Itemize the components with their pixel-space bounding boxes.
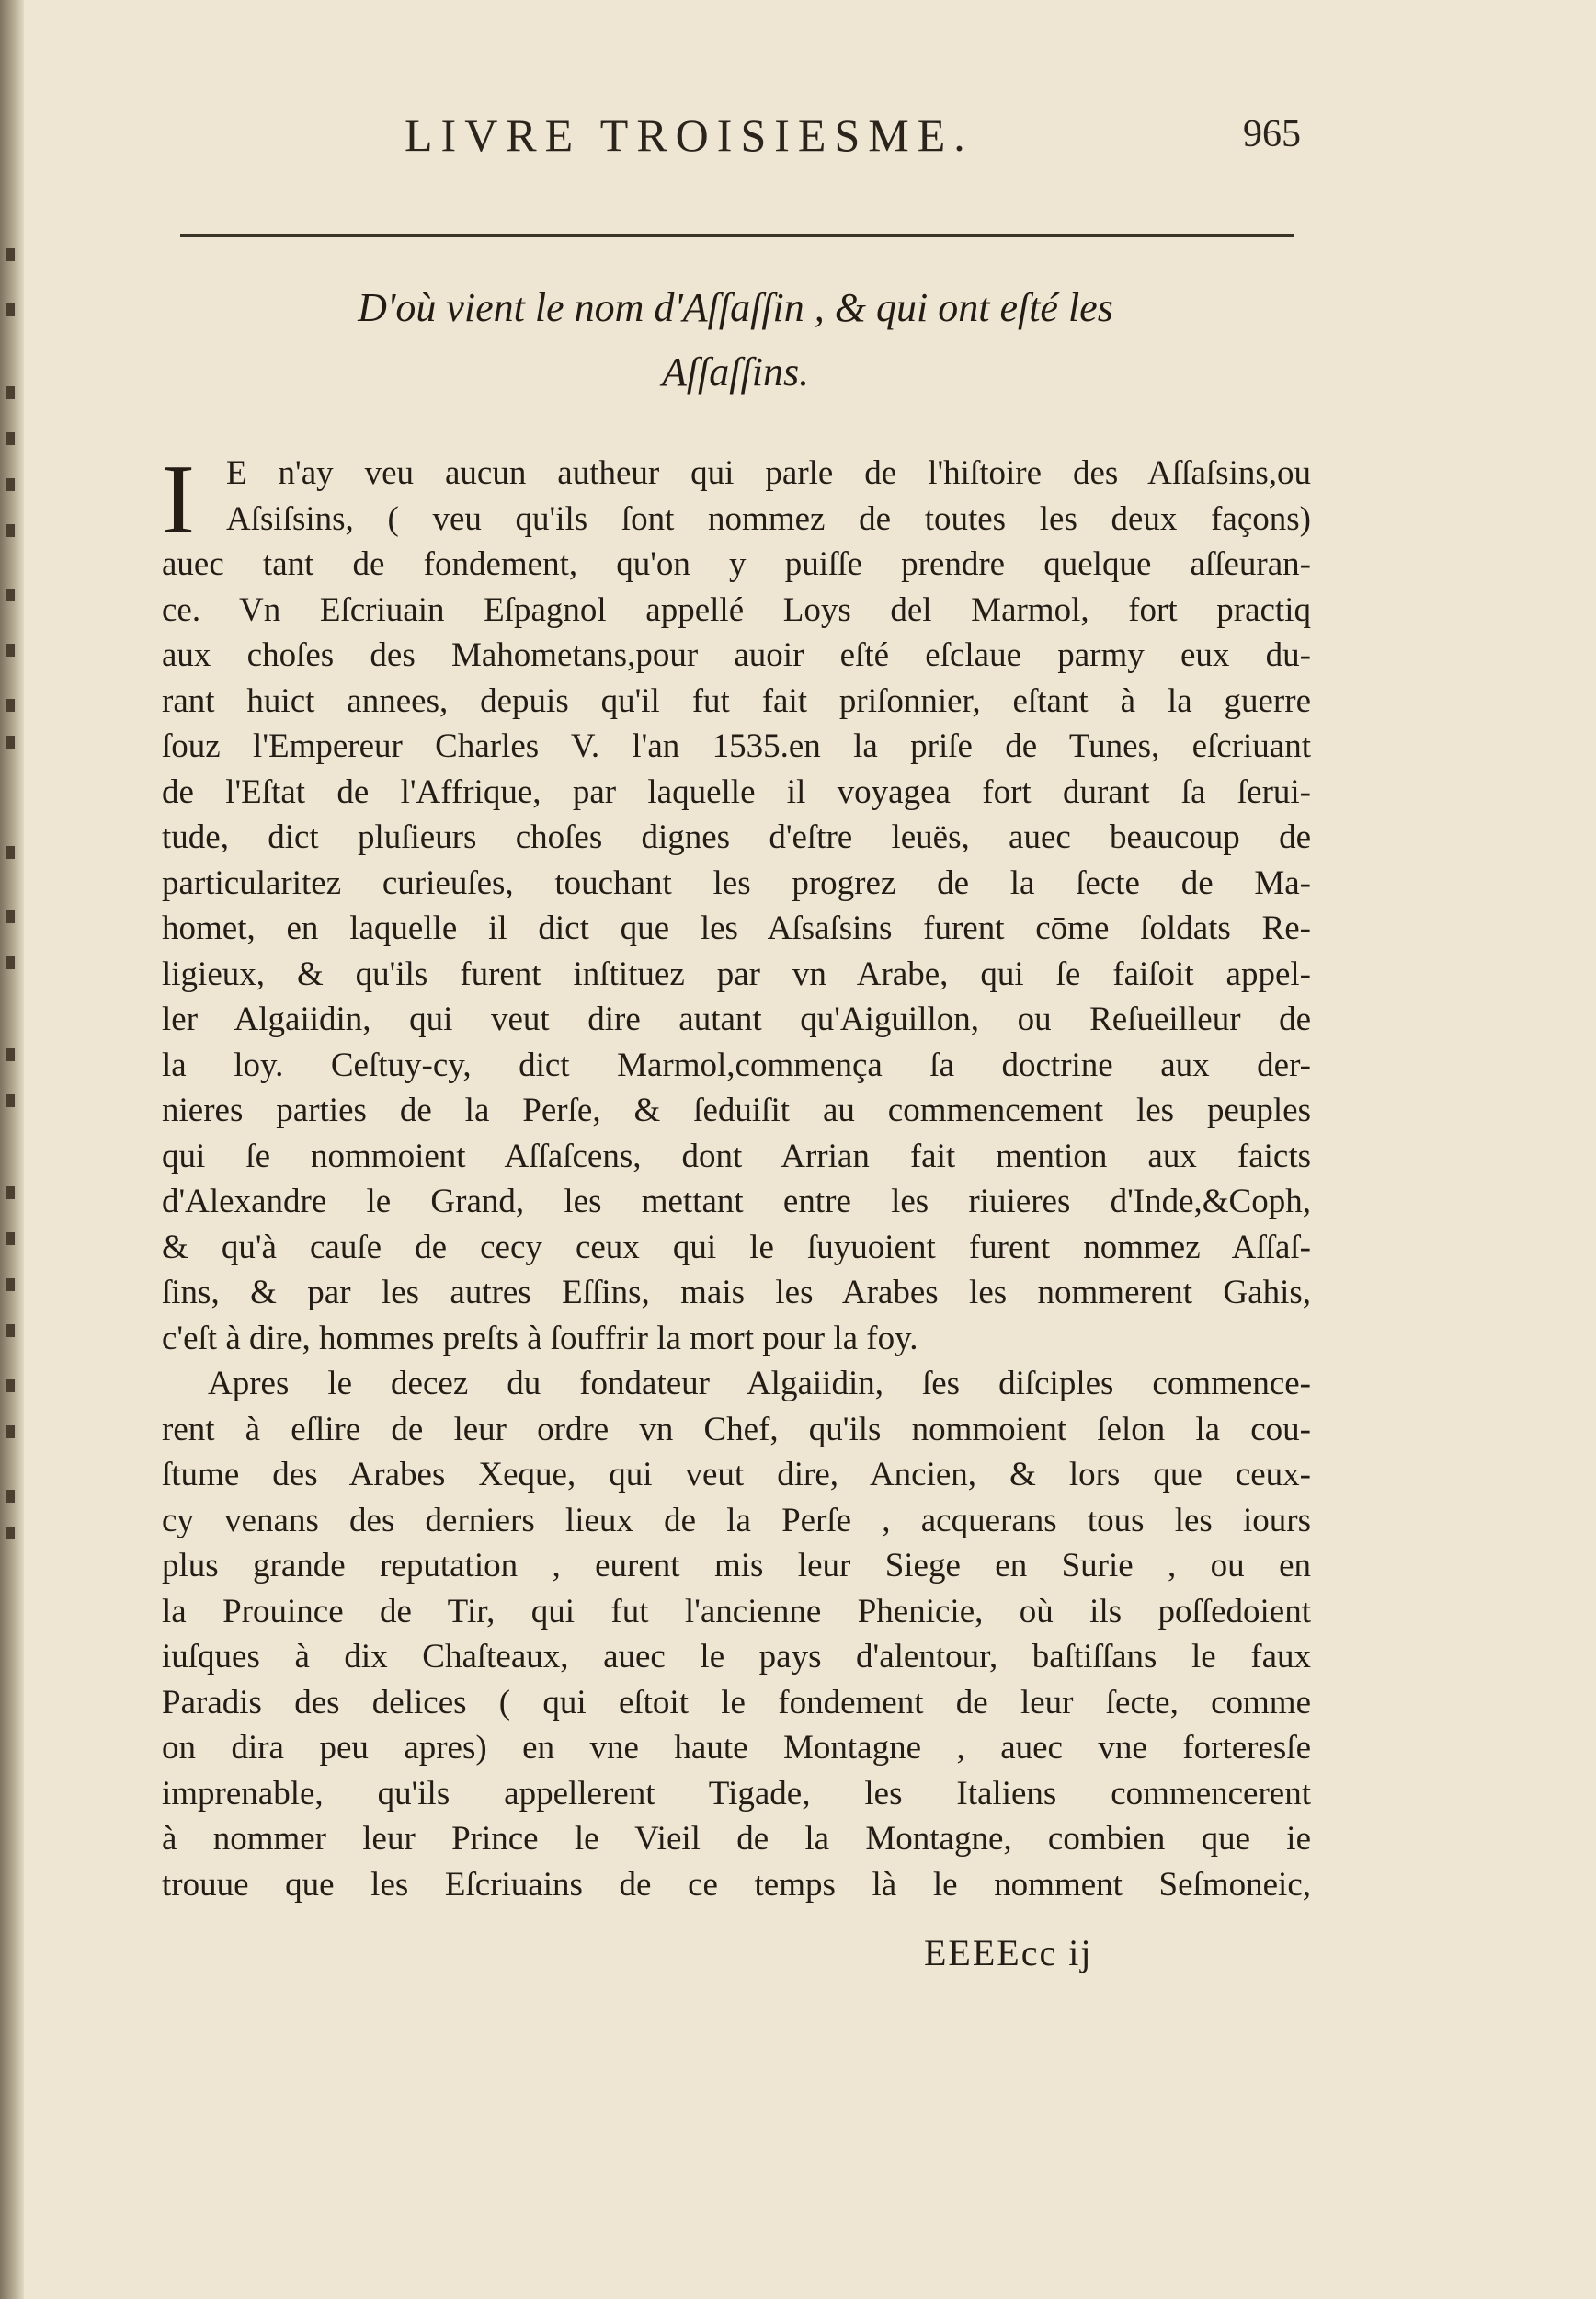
body-text [162,445,1311,1907]
text-line: Paradis des delices ( qui eſtoit le fondement de leur ſecte, comme [162,1683,1311,1721]
text-line: trouue que les Eſcriuains de ce temps là le nomment Seſmoneic, [162,1865,1311,1904]
text-line: ligieux, & qu'ils furent inſtituez par vn Arabe, qui ſe faiſoit appel- [162,955,1311,993]
text-line: cy venans des derniers lieux de la Perſe , acquerans tous les iours [162,1501,1311,1539]
text-line: ſtume des Arabes Xeque, qui veut dire, Ancien, & lors que ceux- [162,1456,1311,1493]
text-line: qui ſe nommoient Aſſaſcens, dont Arrian fait mention aux faicts [162,1137,1311,1175]
text-line: de l'Eſtat de l'Affrique, par laquelle il voyagea fort durant ſa ſerui- [162,772,1311,811]
text-line: la loy. Ceſtuy-cy, dict Marmol,commença ſa doctrine aux der- [162,1046,1311,1084]
signature-mark: EEEEcc ij [924,1932,1093,1973]
text-line: la Prouince de Tir, qui fut l'ancienne Phenicie, où ils poſſedoient [162,1592,1311,1630]
drop-cap: I [162,445,195,555]
text-line: rant huict annees, depuis qu'il fut fait priſonnier, eſtant à la guerre [162,681,1311,720]
text-line: aux choſes des Mahometans,pour auoir eſté eſclaue parmy eux du- [162,636,1311,674]
text-line: particularitez curieuſes, touchant les progrez de la ſecte de Ma- [162,864,1311,902]
text-line: ler Algaiidin, qui veut dire autant qu'Aiguillon, ou Reſueilleur de [162,1001,1311,1038]
text-line: iuſques à dix Chaſteaux, auec le pays d'alentour, baſtiſſans le faux [162,1638,1311,1676]
text-line: & qu'à cauſe de cecy ceux qui le ſuyuoient furent nommez Aſſaſ- [162,1228,1311,1266]
text-line: ſins, & par les autres Eſſins, mais les Arabes les nommerent Gahis, [162,1274,1311,1311]
chapter-title [184,276,1287,405]
text-line: ce. Vn Eſcriuain Eſpagnol appellé Loys del Marmol, fort practiq [162,590,1311,629]
text-line: on dira peu apres) en vne haute Montagne , auec vne forteresſe [162,1729,1311,1767]
running-head: LIVRE TROISIESME. [405,109,974,161]
margin-bleed-marks [6,0,33,2299]
page-number: 965 [1243,113,1301,155]
text-line: Aſsiſsins, ( veu qu'ils ſont nommez de toutes les deux façons) [226,499,1311,538]
header-rule [180,234,1294,237]
text-line: nieres parties de la Perſe, & ſeduiſit au commencement les peuples [162,1092,1311,1129]
chapter-title-line-1: D'où vient le nom d'Aſſaſſin , & qui ont eſté les [358,285,1113,330]
text-line: rent à eſlire de leur ordre vn Chef, qu'ils nommoient ſelon la cou- [162,1410,1311,1448]
text-line: homet, en laquelle il dict que les Aſsaſsins furent cōme ſoldats Re- [162,909,1311,947]
text-line: d'Alexandre le Grand, les mettant entre les riuieres d'Inde,&Coph, [162,1183,1311,1220]
text-line: à nommer leur Prince le Vieil de la Montagne, combien que ie [162,1820,1311,1858]
text-line: Apres le decez du fondateur Algaiidin, ſes diſciples commence- [208,1365,1311,1402]
text-line: ſouz l'Empereur Charles V. l'an 1535.en la priſe de Tunes, eſcriuant [162,727,1311,765]
text-line: plus grande reputation , eurent mis leur Siege en Surie , ou en [162,1547,1311,1584]
text-line: c'eſt à dire, hommes preſts à ſouffrir la mort pour la foy. [162,1319,918,1357]
chapter-title-line-2: Aſſaſſins. [661,349,810,395]
text-line: imprenable, qu'ils appellerent Tigade, les Italiens commencerent [162,1774,1311,1813]
text-line: tude, dict pluſieurs choſes dignes d'eſtre leuës, auec beaucoup de [162,818,1311,856]
text-line: auec tant de fondement, qu'on y puiſſe prendre quelque aſſeuran- [162,545,1311,583]
text-line: E n'ay veu aucun autheur qui parle de l'hiſtoire des Aſſaſsins,ou [226,454,1311,492]
